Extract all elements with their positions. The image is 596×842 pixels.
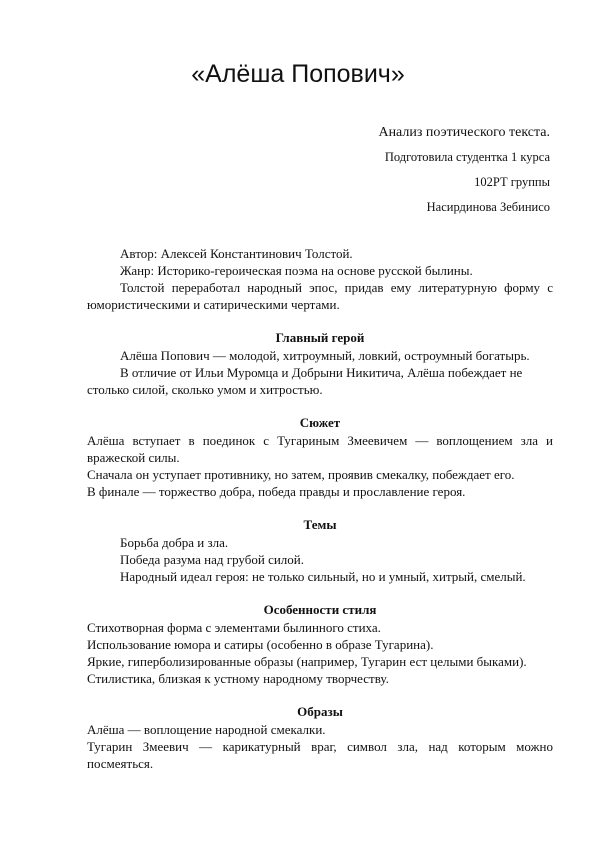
document-title: «Алёша Попович» — [191, 60, 405, 88]
section-heading-images: Образы — [297, 704, 343, 719]
themes-item-3: Народный идеал героя: не только сильный, но и умный, хитрый, смелый. — [120, 569, 526, 584]
plot-paragraph-2: Сначала он уступает противнику, но затем, проявив смекалку, побеждает его. — [87, 467, 515, 482]
style-item-4: Стилистика, близкая к устному народному творчеству. — [87, 671, 389, 686]
style-item-2: Использование юмора и сатиры (особенно в образе Тугарина). — [87, 637, 434, 652]
header-line-group: 102РТ группы — [474, 175, 550, 189]
section-heading-style: Особенности стиля — [263, 602, 377, 617]
intro-genre: Жанр: Историко-героическая поэма на основе русской былины. — [120, 263, 473, 278]
hero-paragraph-2: В отличие от Ильи Муромца и Добрыни Никитича, Алёша побеждает не столько силой, сколько умом и хитростью. — [87, 365, 523, 397]
header-line-analysis: Анализ поэтического текста. — [378, 125, 550, 140]
section-heading-hero: Главный герой — [275, 330, 365, 345]
themes-item-2: Победа разума над грубой силой. — [120, 552, 305, 567]
header-line-author-name: Насирдинова Зебинисо — [426, 200, 550, 214]
style-item-1: Стихотворная форма с элементами былинного стиха. — [87, 620, 381, 635]
intro-reworked: Толстой переработал народный эпос, придав ему литературную форму с юмористическими и сатирическими чертами. — [87, 280, 553, 312]
document-body — [87, 245, 553, 772]
section-heading-themes: Темы — [303, 517, 337, 532]
intro-author: Автор: Алексей Константинович Толстой. — [120, 246, 353, 261]
themes-item-1: Борьба добра и зла. — [120, 535, 229, 550]
plot-paragraph-1: Алёша вступает в поединок с Тугариным Змеевичем — воплощением зла и вражеской силы. — [87, 433, 553, 465]
images-item-2: Тугарин Змеевич — карикатурный враг, символ зла, над которым можно посмеяться. — [87, 739, 553, 771]
hero-paragraph-1: Алёша Попович — молодой, хитроумный, ловкий, остроумный богатырь. — [120, 348, 530, 363]
style-item-3: Яркие, гиперболизированные образы (например, Тугарин ест целыми быками). — [87, 654, 527, 669]
images-item-1: Алёша — воплощение народной смекалки. — [87, 722, 326, 737]
plot-paragraph-3: В финале — торжество добра, победа правды и прославление героя. — [87, 484, 466, 499]
header-line-prepared-by: Подготовила студентка 1 курса — [384, 150, 550, 164]
section-heading-plot: Сюжет — [299, 415, 341, 430]
